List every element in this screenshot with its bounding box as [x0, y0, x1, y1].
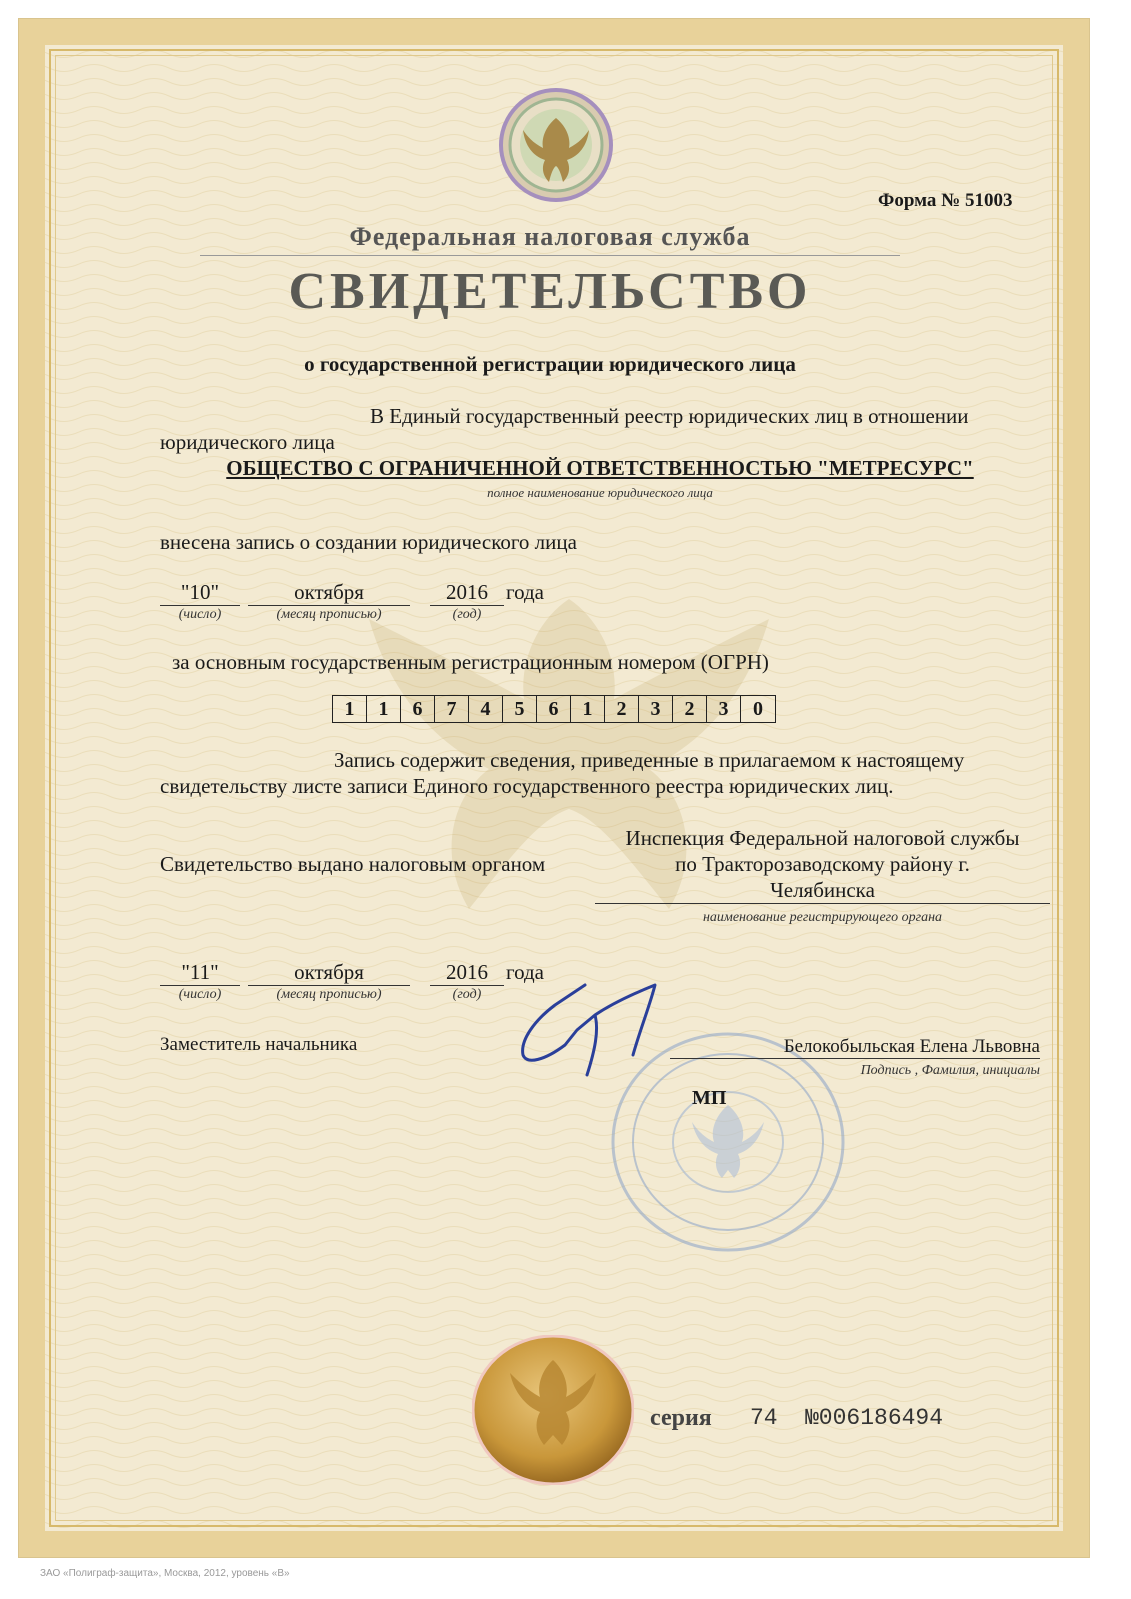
issued-by-label: Свидетельство выдано налоговым органом — [160, 852, 546, 876]
title-rule — [200, 255, 900, 256]
issue-day-caption: (число) — [178, 987, 222, 1002]
serial-number: №006186494 — [805, 1405, 944, 1431]
authority-caption: наименование регистрирующего органа — [702, 910, 943, 925]
form-number: Форма № 51003 — [878, 190, 1013, 211]
record-month: октября — [248, 580, 410, 606]
entity-name-caption: полное наименование юридического лица — [487, 485, 713, 500]
ogrn-label: за основным государственным регистрационным номером (ОГРН) — [172, 650, 769, 674]
ogrn-digit: 3 — [639, 696, 673, 722]
series-label: серия — [650, 1405, 712, 1431]
ogrn-digit: 1 — [333, 696, 367, 722]
agency-name: Федеральная налоговая служба — [349, 222, 751, 251]
official-signature — [515, 975, 675, 1085]
gold-seal — [472, 1335, 634, 1485]
record-contents-line-1: Запись содержит сведения, приведенные в прилагаемом к настоящему — [334, 748, 965, 772]
entity-name: ОБЩЕСТВО С ОГРАНИЧЕННОЙ ОТВЕТСТВЕННОСТЬЮ "МЕТРЕСУРС" — [226, 456, 974, 480]
ogrn-digit: 6 — [537, 696, 571, 722]
ogrn-number-boxes — [332, 695, 776, 723]
signature-caption: Подпись , Фамилия, инициалы — [860, 1063, 1040, 1078]
official-name: Белокобыльская Елена Львовна — [670, 1036, 1040, 1059]
record-contents-line-2: свидетельству листе записи Единого государственного реестра юридических лиц. — [160, 774, 894, 798]
record-year: 2016 — [430, 580, 504, 606]
ogrn-digit: 1 — [571, 696, 605, 722]
stamp-mark-label: МП — [692, 1087, 727, 1109]
intro-line-2: юридического лица — [160, 430, 335, 454]
authority-line-1: Инспекция Федеральной налоговой службы — [625, 826, 1020, 850]
issue-year-suffix: года — [506, 960, 544, 984]
record-year-caption: (год) — [452, 607, 482, 622]
certificate-title: СВИДЕТЕЛЬСТВО — [288, 263, 812, 320]
ogrn-digit: 2 — [673, 696, 707, 722]
ogrn-digit: 1 — [367, 696, 401, 722]
ogrn-digit: 6 — [401, 696, 435, 722]
authority-line-3: Челябинска — [595, 878, 1050, 904]
printer-note: ЗАО «Полиграф-защита», Москва, 2012, уровень «В» — [40, 1568, 290, 1579]
ogrn-digit: 2 — [605, 696, 639, 722]
hologram-emblem — [491, 88, 621, 203]
issue-month-caption: (месяц прописью) — [276, 987, 382, 1002]
ogrn-digit: 7 — [435, 696, 469, 722]
record-day-caption: (число) — [178, 607, 222, 622]
record-day: "10" — [160, 580, 240, 606]
intro-line-1: В Единый государственный реестр юридических лиц в отношении — [370, 404, 969, 428]
authority-line-2: по Тракторозаводскому району г. — [675, 852, 970, 876]
issue-year: 2016 — [430, 960, 504, 986]
ogrn-digit: 3 — [707, 696, 741, 722]
issue-year-caption: (год) — [452, 987, 482, 1002]
certificate-subtitle: о государственной регистрации юридического лица — [304, 352, 796, 376]
series-value: 74 — [750, 1405, 778, 1431]
official-position: Заместитель начальника — [160, 1034, 358, 1055]
record-text: внесена запись о создании юридического лица — [160, 530, 577, 554]
issue-month: октября — [248, 960, 410, 986]
ogrn-digit: 4 — [469, 696, 503, 722]
record-month-caption: (месяц прописью) — [276, 607, 382, 622]
record-year-suffix: года — [506, 580, 544, 604]
ogrn-digit: 5 — [503, 696, 537, 722]
ogrn-digit: 0 — [753, 698, 763, 720]
issue-day: "11" — [160, 960, 240, 986]
